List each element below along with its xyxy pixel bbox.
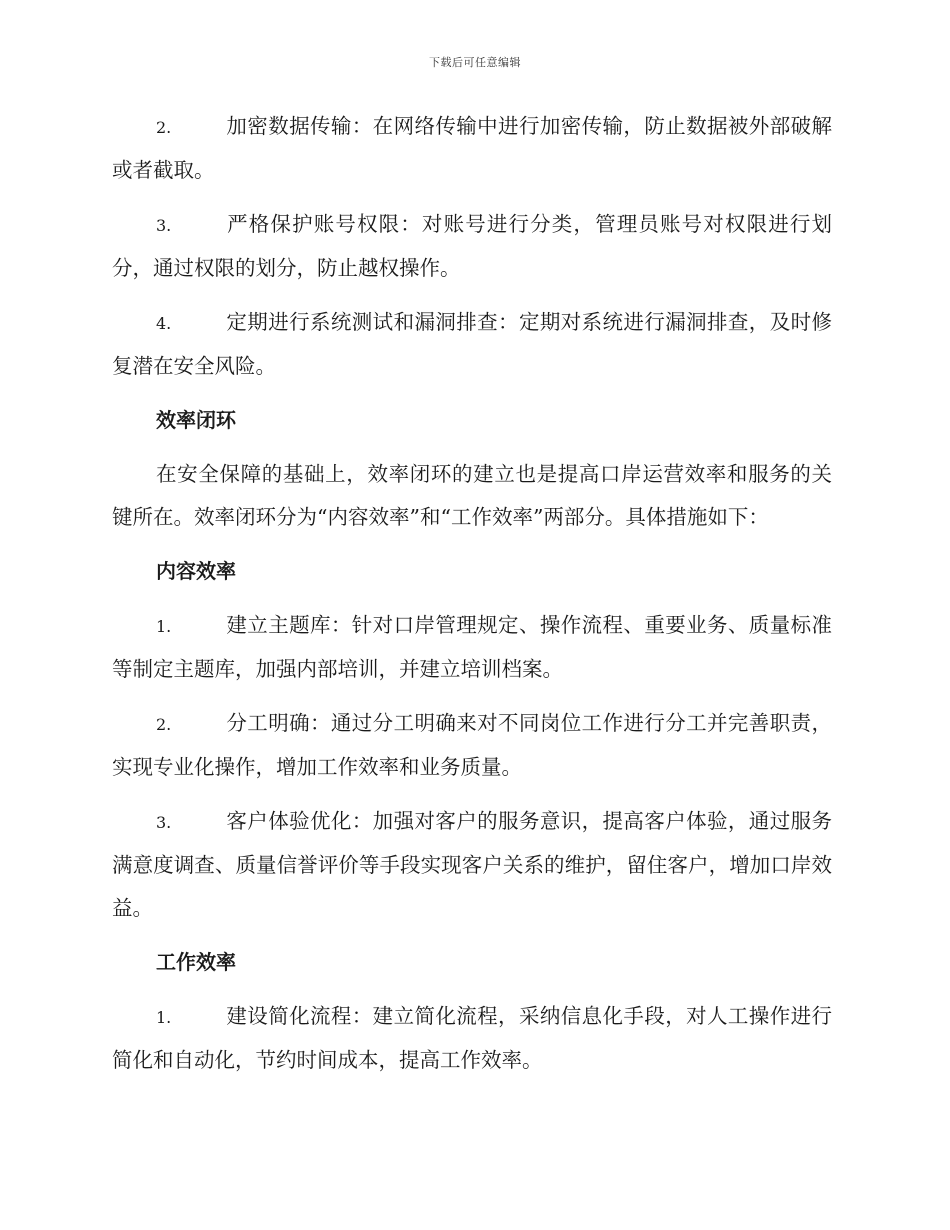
list-text: 客户体验优化：加强对客户的服务意识，提高客户体验，通过服务满意度调查、质量信誉评价等手段实现客户关系的维护，留住客户，增加口岸效益。	[112, 809, 832, 920]
list-number: 1.	[156, 617, 172, 636]
header-note: 下载后可任意编辑	[429, 56, 521, 69]
list-text: 建立主题库：针对口岸管理规定、操作流程、重要业务、质量标准等制定主题库，加强内部培训，并建立培训档案。	[112, 613, 832, 681]
heading-efficiency-loop: 效率闭环	[156, 408, 236, 432]
list-text: 加密数据传输：在网络传输中进行加密传输，防止数据被外部破解或者截取。	[112, 114, 832, 182]
list-item-security-3	[112, 203, 832, 290]
list-number: 2.	[156, 715, 172, 734]
list-item-work-1	[112, 995, 832, 1082]
list-item-security-2	[112, 105, 832, 192]
list-text: 建设简化流程：建立简化流程，采纳信息化手段，对人工操作进行简化和自动化，节约时间成本，提高工作效率。	[112, 1004, 832, 1072]
list-text: 分工明确：通过分工明确来对不同岗位工作进行分工并完善职责，实现专业化操作，增加工作效率和业务质量。	[112, 711, 832, 779]
document-body	[112, 105, 832, 1093]
list-item-content-1	[112, 604, 832, 691]
list-number: 1.	[156, 1008, 172, 1027]
list-item-security-4	[112, 301, 832, 388]
list-item-content-3	[112, 800, 832, 930]
list-item-content-2	[112, 702, 832, 789]
paragraph-efficiency-loop: 在安全保障的基础上，效率闭环的建立也是提高口岸运营效率和服务的关键所在。效率闭环分为“内容效率”和“工作效率”两部分。具体措施如下：	[112, 462, 832, 529]
list-number: 3.	[156, 813, 172, 832]
list-text: 严格保护账号权限：对账号进行分类，管理员账号对权限进行划分，通过权限的划分，防止越权操作。	[112, 212, 832, 280]
heading-work-efficiency: 工作效率	[156, 950, 236, 974]
heading-content-efficiency: 内容效率	[156, 559, 236, 583]
list-number: 4.	[156, 314, 172, 333]
list-number: 2.	[156, 118, 172, 137]
list-text: 定期进行系统测试和漏洞排查：定期对系统进行漏洞排查，及时修复潜在安全风险。	[112, 310, 832, 378]
list-number: 3.	[156, 216, 172, 235]
